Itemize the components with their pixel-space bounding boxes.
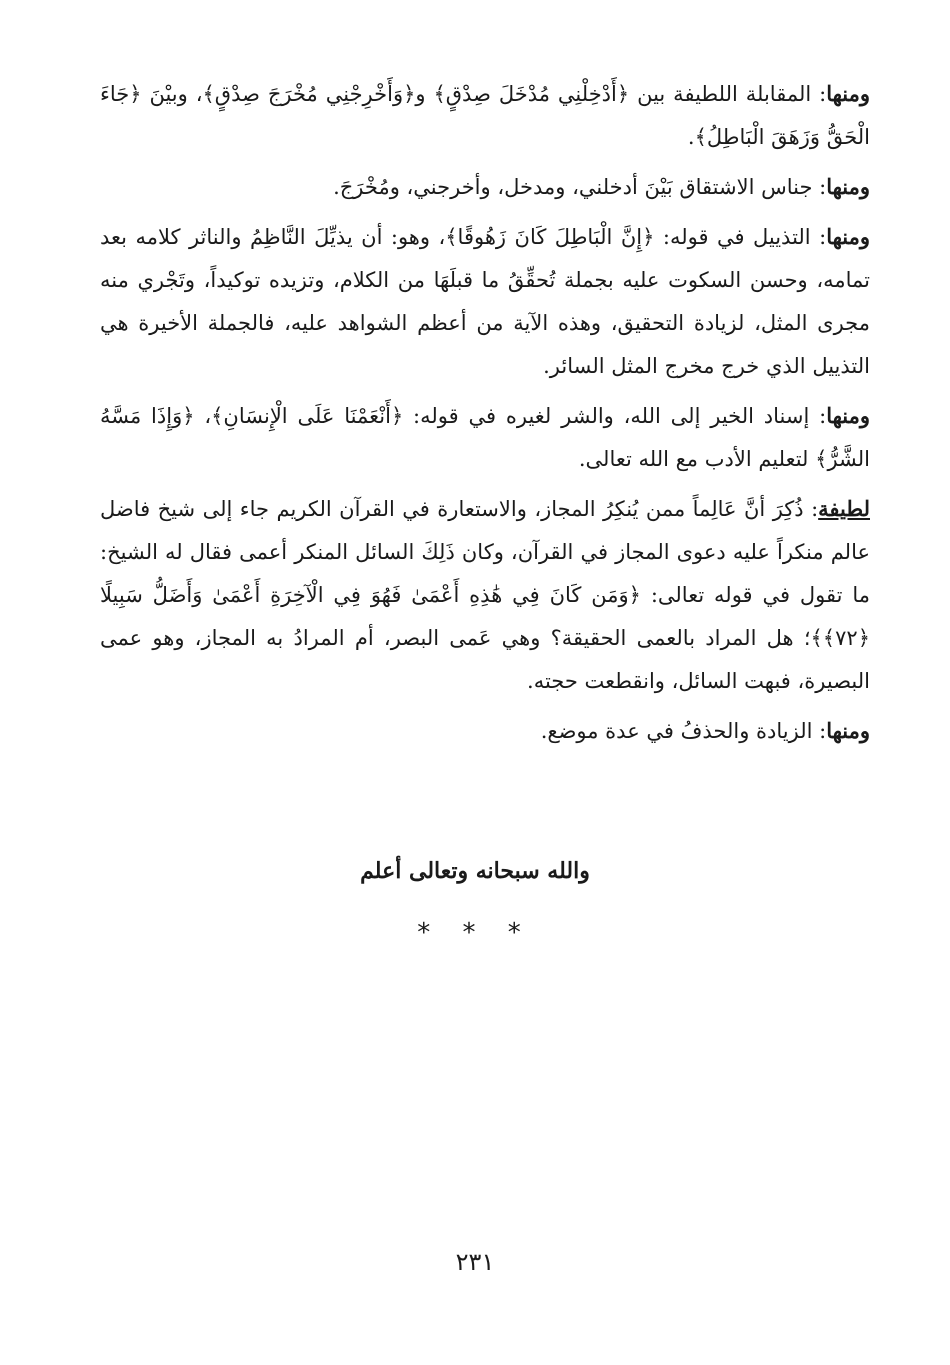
paragraph (100, 394, 870, 481)
text-block (100, 72, 870, 759)
paragraph-lead: ومنها (826, 718, 870, 743)
paragraph-body: : التذييل في قوله: ﴿إِنَّ الْبَاطِلَ كَانَ زَهُوقًا﴾، وهو: أن يذيِّلَ النَّاظِمُ والناثر كلامه بعد تمامه، وحسن السكوت عليه بجملة تُحقِّقُ ما قبلَهَا من الكلام، وتزيده توكيداً، وتَجْري منه مجرى المثل، لزيادة التحقيق، وهذه الآية من أعظم الشواهد عليه، فالجملة الأخيرة هي التذييل الذي خرج مخرج المثل السائر. (100, 225, 870, 378)
paragraph-body: : المقابلة اللطيفة بين ﴿أَدْخِلْنِي مُدْخَلَ صِدْقٍ﴾ و﴿وَأَخْرِجْنِي مُخْرَجَ صِدْقٍ﴾، وبيْنَ ﴿جَاءَ الْحَقُّ وَزَهَقَ الْبَاطِلُ﴾. (100, 82, 870, 149)
paragraph (100, 709, 870, 753)
section-ornament: * * * (417, 918, 533, 948)
page-number: ٢٣١ (455, 1248, 495, 1276)
paragraph (100, 72, 870, 159)
paragraph-body: : إسناد الخير إلى الله، والشر لغيره في قوله: ﴿أَنْعَمْنَا عَلَى الْإِنسَانِ﴾، ﴿وَإِذَا مَسَّهُ الشَّرُّ﴾ لتعليم الأدب مع الله تعالى. (100, 404, 870, 471)
paragraph-lead: ومنها (826, 174, 870, 199)
paragraph-body: : الزيادة والحذفُ في عدة موضع. (540, 719, 827, 743)
paragraph (100, 215, 870, 388)
paragraph-lead: ومنها (826, 224, 870, 249)
paragraph-lead: ومنها (826, 403, 870, 428)
paragraph (100, 487, 870, 703)
paragraph (100, 165, 870, 209)
paragraph-body: : جناس الاشتقاق بَيْنَ أدخلني، ومدخل، وأخرجني، ومُخْرَجَ. (333, 175, 827, 199)
paragraph-lead: ومنها (826, 81, 870, 106)
closing-line: والله سبحانه وتعالى أعلم (360, 858, 590, 884)
paragraph-lead: لطيفة (818, 496, 870, 521)
paragraph-body: : ذُكِرَ أنَّ عَالِماً ممن يُنكِرُ المجاز، والاستعارة في القرآن الكريم جاء إلى شيخ فاضل عالم منكراً عليه دعوى المجاز في القرآن، وكان ذَلِكَ السائل المنكر أعمى فقال له الشيخ: ما تقول في قوله تعالى: ﴿وَمَن كَانَ فِي هَٰذِهِ أَعْمَىٰ فَهُوَ فِي الْآخِرَةِ أَعْمَىٰ وَأَضَلُّ سَبِيلًا ﴿٧٢﴾﴾؛ هل المراد بالعمى الحقيقة؟ وهي عَمى البصر، أم المرادُ به المجاز، وهو عمى البصيرة، فبهت السائل، وانقطعت حجته. (100, 497, 870, 693)
